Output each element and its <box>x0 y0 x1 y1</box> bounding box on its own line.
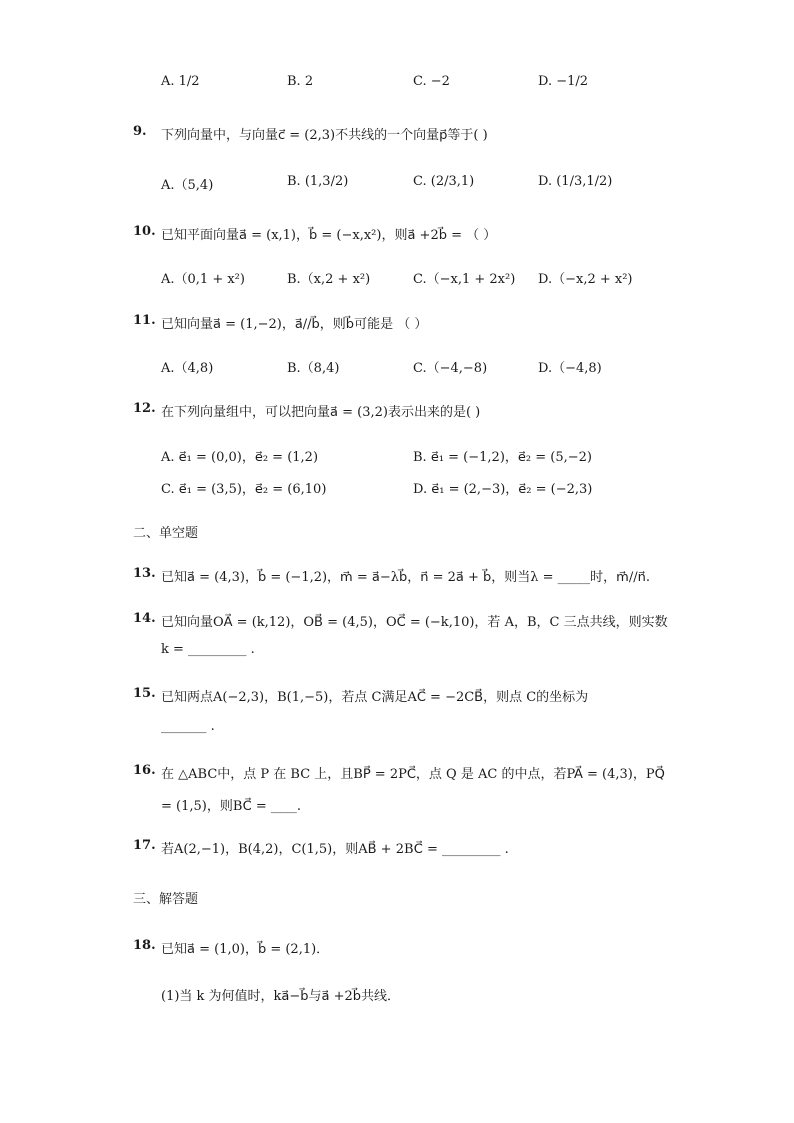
q9-option-d[interactable]: D. (1/3,1/2) <box>538 174 613 189</box>
question-text: 已知平面向量a⃗ = (x,1)，b⃗ = (−x,x²)，则a⃗ +2b⃗ = （ ） <box>161 228 497 243</box>
question-text: 在下列向量组中，可以把向量a⃗ = (3,2)表示出来的是( ) <box>161 405 481 420</box>
q11-option-d[interactable]: D.（−4,8) <box>538 361 602 376</box>
question-text: 已知向量OA⃗ = (k,12)，OB⃗ = (4,5)，OC⃗ = (−k,10)，若 A，B，C 三点共线，则实数 <box>161 615 668 630</box>
q8-option-b[interactable]: B. 2 <box>287 74 314 89</box>
q9-option-a[interactable]: A.（5,4) <box>161 178 214 193</box>
question-number: 13. <box>133 566 156 581</box>
q9-option-c[interactable]: C. (2/3,1) <box>413 174 475 189</box>
q10-option-c[interactable]: C.（−x,1 + 2x²) <box>413 272 516 287</box>
q8-option-a[interactable]: A. 1/2 <box>161 74 200 89</box>
q11-option-b[interactable]: B.（8,4) <box>287 361 340 376</box>
answer-blank[interactable]: = (1,5)，则BC⃗ = ____. <box>161 799 302 814</box>
answer-blank[interactable]: k = _________ . <box>161 642 255 657</box>
question-number: 15. <box>133 686 156 701</box>
question-number: 9. <box>133 124 147 139</box>
q12-option-d[interactable]: D. e⃗₁ = (2,−3)，e⃗₂ = (−2,3) <box>413 482 593 497</box>
sub-question: (1)当 k 为何值时，ka⃗−b⃗与a⃗ +2b⃗共线． <box>161 989 401 1004</box>
question-number: 18. <box>133 938 156 953</box>
q8-option-d[interactable]: D. −1/2 <box>538 74 589 89</box>
question-text: 下列向量中，与向量c⃗ = (2,3)不共线的一个向量p⃗等于( ) <box>161 128 488 143</box>
question-text: 若A(2,−1)，B(4,2)，C(1,5)，则AB⃗ + 2BC⃗ = _________ . <box>161 842 509 857</box>
question-number: 10. <box>133 224 156 239</box>
q12-option-a[interactable]: A. e⃗₁ = (0,0)，e⃗₂ = (1,2) <box>161 450 319 465</box>
question-number: 17. <box>133 838 156 853</box>
q10-option-a[interactable]: A.（0,1 + x²) <box>161 272 245 287</box>
answer-blank[interactable]: _______ . <box>161 719 215 734</box>
section-heading: 二、单空题 <box>133 526 199 541</box>
section-heading: 三、解答题 <box>133 892 199 907</box>
q8-option-c[interactable]: C. −2 <box>413 74 450 89</box>
question-text: 已知a⃗ = (1,0)，b⃗ = (2,1)． <box>161 942 330 957</box>
question-text: 已知向量a⃗ = (1,−2)，a⃗//b⃗，则b⃗可能是 （ ） <box>161 317 428 332</box>
q9-option-b[interactable]: B. (1,3/2) <box>287 174 349 189</box>
question-text: 在 △ABC中，点 P 在 BC 上，且BP⃗ = 2PC⃗，点 Q 是 AC 的中点，若PA⃗ = (4,3)，PQ⃗ <box>161 767 665 782</box>
q10-option-b[interactable]: B.（x,2 + x²) <box>287 272 371 287</box>
q12-option-b[interactable]: B. e⃗₁ = (−1,2)，e⃗₂ = (5,−2) <box>413 450 592 465</box>
question-number: 12. <box>133 401 156 416</box>
question-text: 已知a⃗ = (4,3)，b⃗ = (−1,2)，m⃗ = a⃗−λb⃗，n⃗ = 2a⃗ + b⃗，则当λ = _____时，m⃗//n⃗. <box>161 570 650 585</box>
question-text: 已知两点A(−2,3)，B(1,−5)，若点 C满足AC⃗ = −2CB⃗，则点 C的坐标为 <box>161 690 589 705</box>
question-number: 11. <box>133 313 156 328</box>
q11-option-c[interactable]: C.（−4,−8) <box>413 361 488 376</box>
q11-option-a[interactable]: A.（4,8) <box>161 361 214 376</box>
question-number: 14. <box>133 611 156 626</box>
question-number: 16. <box>133 763 156 778</box>
q12-option-c[interactable]: C. e⃗₁ = (3,5)，e⃗₂ = (6,10) <box>161 482 327 497</box>
q10-option-d[interactable]: D.（−x,2 + x²) <box>538 272 633 287</box>
